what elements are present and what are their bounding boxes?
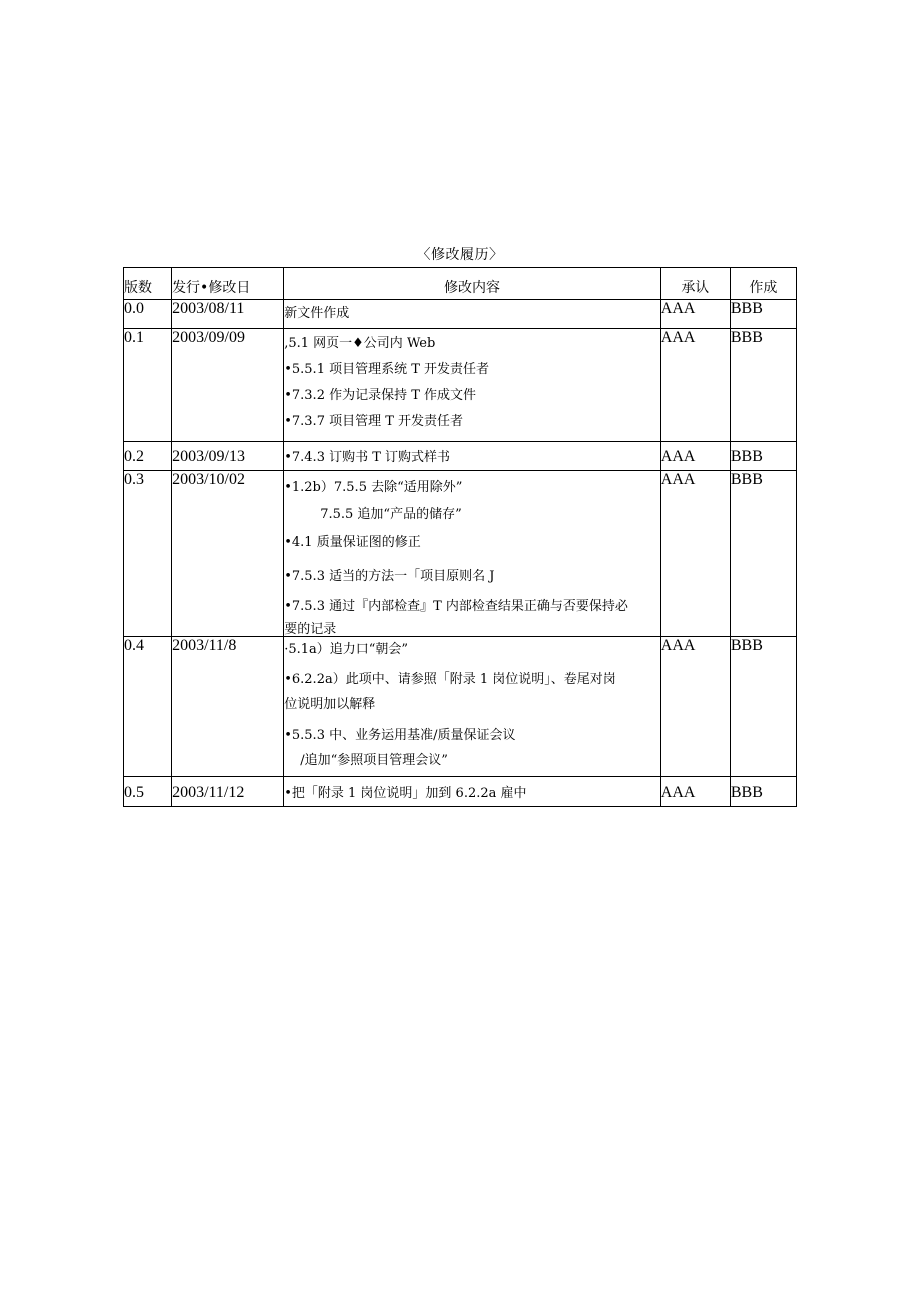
content-line: 位说明加以解释	[284, 697, 376, 712]
content-line: ·5.1a）追力口“朝会”	[284, 642, 409, 657]
header-approved: 承认	[660, 268, 730, 300]
content-clip	[284, 471, 660, 635]
content-line: •把「附录 1 岗位说明」加到 6.2.2a 雇中	[284, 786, 527, 801]
approved-cell: AAA	[660, 300, 730, 329]
content-cell	[284, 777, 661, 807]
content-line: •7.5.3 适当的方法一「项目原则名 J	[284, 569, 495, 584]
content-line: 7.5.5 追加“产品的储存”	[320, 507, 462, 522]
made-cell: BBB	[730, 777, 796, 807]
date-cell: 2003/10/02	[172, 471, 284, 637]
version-cell: 0.3	[124, 471, 172, 637]
version-cell: 0.4	[124, 637, 172, 777]
version-cell: 0.5	[124, 777, 172, 807]
content-line: 要的记录	[284, 622, 337, 635]
table-row	[124, 300, 797, 329]
content-cell	[284, 300, 661, 329]
table-row	[124, 777, 797, 807]
header-version: 版数	[124, 268, 172, 300]
content-cell	[284, 471, 661, 637]
date-cell: 2003/08/11	[172, 300, 284, 329]
document-title: 〈修改履历〉	[416, 247, 504, 263]
content-line: •5.5.1 项目管理系统 T 开发责任者	[284, 362, 490, 377]
date-cell: 2003/09/09	[172, 329, 284, 442]
approved-cell: AAA	[660, 471, 730, 637]
approved-cell: AAA	[660, 777, 730, 807]
made-cell: BBB	[730, 471, 796, 637]
content-line: •7.3.2 作为记录保持 T 作成文件	[284, 388, 477, 403]
version-cell: 0.0	[124, 300, 172, 329]
header-made: 作成	[730, 268, 796, 300]
made-cell: BBB	[730, 329, 796, 442]
approved-cell: AAA	[660, 329, 730, 442]
version-cell: 0.2	[124, 442, 172, 471]
header-date: 发行•修改日	[172, 268, 284, 300]
content-line: ,5.1 网页一♦公司内 Web	[284, 336, 436, 351]
date-cell: 2003/11/8	[172, 637, 284, 777]
made-cell: BBB	[730, 637, 796, 777]
content-line: 新文件作成	[284, 306, 350, 321]
approved-cell: AAA	[660, 442, 730, 471]
table-row	[124, 329, 797, 442]
content-line: •4.1 质量保证图的修正	[284, 535, 421, 550]
made-cell: BBB	[730, 300, 796, 329]
date-cell: 2003/09/13	[172, 442, 284, 471]
content-line: •7.5.3 通过『内部检查』T 内部检查结果正确与否要保持必	[284, 599, 628, 614]
content-line: •5.5.3 中、业务运用基准/质量保证会议	[284, 728, 516, 743]
header-content: 修改内容	[284, 268, 661, 300]
table-row	[124, 471, 797, 637]
content-cell	[284, 442, 661, 471]
content-line: /追加“参照项目管理会议”	[300, 753, 448, 768]
content-cell	[284, 329, 661, 442]
made-cell: BBB	[730, 442, 796, 471]
content-line: •7.4.3 订购书 T 订购式样书	[284, 450, 451, 465]
date-cell: 2003/11/12	[172, 777, 284, 807]
revision-history-table	[123, 267, 797, 807]
version-cell: 0.1	[124, 329, 172, 442]
table-row	[124, 637, 797, 777]
table-header-row	[124, 268, 797, 300]
approved-cell: AAA	[660, 637, 730, 777]
content-line: •6.2.2a）此项中、请参照「附录 1 岗位说明」、卷尾对岗	[284, 672, 616, 687]
content-line: •7.3.7 项目管理 T 开发责任者	[284, 414, 464, 429]
content-line: •1.2b）7.5.5 去除“适用除外”	[284, 480, 463, 495]
content-cell	[284, 637, 661, 777]
table-row	[124, 442, 797, 471]
